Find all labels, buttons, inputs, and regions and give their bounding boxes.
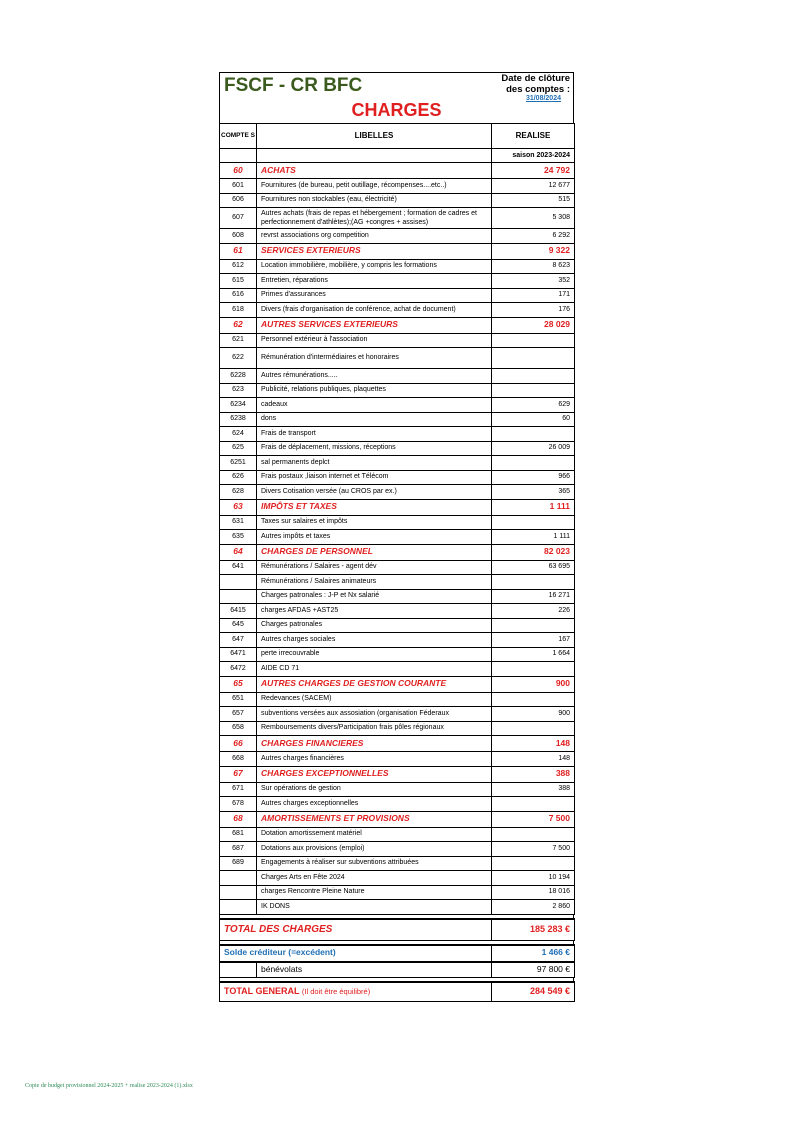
account-code: 618: [220, 303, 257, 318]
account-code: 626: [220, 470, 257, 485]
account-code: [220, 900, 257, 915]
account-value: 1 111: [492, 530, 575, 545]
closing-label-line2: des comptes :: [506, 84, 570, 95]
account-code: [220, 575, 257, 590]
account-label: Personnel extérieur à l'association: [257, 333, 492, 348]
account-code: 62: [220, 317, 257, 333]
account-label: CHARGES EXCEPTIONNELLES: [257, 766, 492, 782]
account-row: [220, 456, 575, 471]
account-row: [220, 752, 575, 767]
account-value: 171: [492, 288, 575, 303]
account-row: [220, 871, 575, 886]
account-value: 16 271: [492, 589, 575, 604]
benevolats-row: [219, 962, 575, 978]
account-label: Entretien, réparations: [257, 274, 492, 289]
season-empty-cell: [220, 149, 257, 163]
account-code: 668: [220, 752, 257, 767]
account-value: 352: [492, 274, 575, 289]
account-label: Frais postaux ,liaison internet et Télécom: [257, 470, 492, 485]
account-code: 628: [220, 485, 257, 500]
account-row: [220, 470, 575, 485]
account-label: Charges Arts en Fête 2024: [257, 871, 492, 886]
account-label: Divers Cotisation versée (au CROS par ex.): [257, 485, 492, 500]
account-label: IK DONS: [257, 900, 492, 915]
account-row: [220, 707, 575, 722]
account-row: [220, 560, 575, 575]
account-label: Autres charges exceptionnelles: [257, 797, 492, 812]
sheet-header: [219, 72, 574, 123]
category-row: [220, 499, 575, 515]
account-label: Sur opérations de gestion: [257, 782, 492, 797]
account-row: [220, 208, 575, 229]
column-header-realise: REALISE: [492, 124, 575, 149]
account-row: [220, 229, 575, 244]
account-value: 8 623: [492, 259, 575, 274]
account-row: [220, 842, 575, 857]
account-value: 2 860: [492, 900, 575, 915]
account-row: [220, 575, 575, 590]
account-code: 68: [220, 811, 257, 827]
account-label: Divers (frais d'organisation de conférence, achat de document): [257, 303, 492, 318]
account-code: 681: [220, 827, 257, 842]
category-row: [220, 811, 575, 827]
account-code: 612: [220, 259, 257, 274]
account-value: 176: [492, 303, 575, 318]
account-code: 6228: [220, 369, 257, 384]
account-value: 388: [492, 782, 575, 797]
account-label: Engagements à réaliser sur subventions attribuées: [257, 856, 492, 871]
account-row: [220, 604, 575, 619]
account-value: [492, 456, 575, 471]
account-value: [492, 427, 575, 442]
account-code: 63: [220, 499, 257, 515]
account-code: 678: [220, 797, 257, 812]
total-charges-row: [219, 918, 575, 941]
total-general-label: TOTAL GENERAL: [224, 985, 300, 996]
account-value: [492, 827, 575, 842]
account-row: [220, 515, 575, 530]
category-row: [220, 676, 575, 692]
account-label: CHARGES FINANCIERES: [257, 736, 492, 752]
account-value: 1 664: [492, 647, 575, 662]
account-value: 5 308: [492, 208, 575, 229]
account-value: [492, 348, 575, 369]
account-value: 24 792: [492, 163, 575, 179]
account-code: 657: [220, 707, 257, 722]
account-label: Autres charges sociales: [257, 633, 492, 648]
account-value: 148: [492, 736, 575, 752]
account-row: [220, 692, 575, 707]
closing-label-line1: Date de clôture: [501, 73, 570, 84]
account-label: Rémunération d'intermédiaires et honoraires: [257, 348, 492, 369]
category-row: [220, 736, 575, 752]
account-code: [220, 871, 257, 886]
account-row: [220, 383, 575, 398]
account-row: [220, 647, 575, 662]
account-row: [220, 259, 575, 274]
account-code: 625: [220, 441, 257, 456]
account-label: Charges patronales : J-P et Nx salarié: [257, 589, 492, 604]
account-code: 635: [220, 530, 257, 545]
total-general-note: (Il doit être équilibré): [301, 986, 371, 996]
account-code: 608: [220, 229, 257, 244]
account-row: [220, 782, 575, 797]
total-general-cell: [220, 982, 492, 1002]
account-value: [492, 856, 575, 871]
account-code: 651: [220, 692, 257, 707]
column-header-row: [220, 124, 575, 149]
account-value: 18 016: [492, 885, 575, 900]
account-value: 12 677: [492, 179, 575, 194]
account-label: Rémunérations / Salaires - agent dév: [257, 560, 492, 575]
account-value: 167: [492, 633, 575, 648]
account-row: [220, 885, 575, 900]
account-value: 900: [492, 707, 575, 722]
benevolats-value: 97 800 €: [492, 962, 575, 977]
account-value: 226: [492, 604, 575, 619]
account-code: 6238: [220, 412, 257, 427]
account-row: [220, 618, 575, 633]
account-value: 966: [492, 470, 575, 485]
account-value: 1 111: [492, 499, 575, 515]
account-row: [220, 288, 575, 303]
account-row: [220, 348, 575, 369]
account-label: Taxes sur salaires et impôts: [257, 515, 492, 530]
account-row: [220, 827, 575, 842]
account-code: 623: [220, 383, 257, 398]
account-code: 622: [220, 348, 257, 369]
account-row: [220, 721, 575, 736]
benevolats-code: [220, 962, 257, 977]
account-row: [220, 333, 575, 348]
account-label: subventions versées aux assosiation (organisation Féderaux: [257, 707, 492, 722]
account-value: [492, 618, 575, 633]
account-label: dons: [257, 412, 492, 427]
account-value: 6 292: [492, 229, 575, 244]
account-code: 621: [220, 333, 257, 348]
account-value: 82 023: [492, 544, 575, 560]
account-value: [492, 333, 575, 348]
account-code: 647: [220, 633, 257, 648]
account-code: 64: [220, 544, 257, 560]
account-code: 60: [220, 163, 257, 179]
account-label: CHARGES DE PERSONNEL: [257, 544, 492, 560]
total-general-row: [219, 981, 575, 1002]
account-code: 6472: [220, 662, 257, 677]
account-code: 624: [220, 427, 257, 442]
account-label: Dotation amortissement matériel: [257, 827, 492, 842]
account-label: SERVICES EXTERIEURS: [257, 243, 492, 259]
total-charges-value: 185 283 €: [492, 919, 575, 941]
account-value: 7 500: [492, 842, 575, 857]
account-value: 9 322: [492, 243, 575, 259]
account-value: [492, 692, 575, 707]
account-value: 515: [492, 193, 575, 208]
account-label: Frais de déplacement, missions, réceptions: [257, 441, 492, 456]
account-code: 6234: [220, 398, 257, 413]
account-row: [220, 412, 575, 427]
account-label: Primes d'assurances: [257, 288, 492, 303]
account-value: [492, 515, 575, 530]
account-row: [220, 274, 575, 289]
account-code: 601: [220, 179, 257, 194]
account-row: [220, 179, 575, 194]
category-row: [220, 243, 575, 259]
account-label: Frais de transport: [257, 427, 492, 442]
account-code: 631: [220, 515, 257, 530]
account-code: 687: [220, 842, 257, 857]
account-label: AUTRES SERVICES EXTERIEURS: [257, 317, 492, 333]
account-row: [220, 530, 575, 545]
account-label: Location immobilière, mobilière, y compris les formations: [257, 259, 492, 274]
account-code: 66: [220, 736, 257, 752]
account-code: 671: [220, 782, 257, 797]
account-row: [220, 303, 575, 318]
solde-label: Solde créditeur (=excédent): [224, 947, 336, 958]
account-code: 658: [220, 721, 257, 736]
account-label: revrst associations org competition: [257, 229, 492, 244]
account-value: 148: [492, 752, 575, 767]
season-empty-cell: [257, 149, 492, 163]
account-code: 6415: [220, 604, 257, 619]
account-row: [220, 856, 575, 871]
account-label: Redevances (SACEM): [257, 692, 492, 707]
account-value: 28 029: [492, 317, 575, 333]
account-label: IMPÔTS ET TAXES: [257, 499, 492, 515]
account-code: 641: [220, 560, 257, 575]
account-value: [492, 721, 575, 736]
account-row: [220, 662, 575, 677]
organization-title: FSCF - CR BFC: [224, 75, 363, 96]
category-row: [220, 766, 575, 782]
category-row: [220, 317, 575, 333]
account-code: 6471: [220, 647, 257, 662]
account-code: 615: [220, 274, 257, 289]
account-label: AIDE CD 71: [257, 662, 492, 677]
account-label: Dotations aux provisions (emploi): [257, 842, 492, 857]
account-code: [220, 589, 257, 604]
section-title: CHARGES: [351, 100, 442, 120]
account-code: 607: [220, 208, 257, 229]
account-code: 61: [220, 243, 257, 259]
account-value: 26 009: [492, 441, 575, 456]
account-value: [492, 369, 575, 384]
account-row: [220, 398, 575, 413]
charges-table: [219, 123, 575, 915]
account-label: Publicité, relations publiques, plaquettes: [257, 383, 492, 398]
total-charges-label: TOTAL DES CHARGES: [224, 924, 333, 935]
category-row: [220, 163, 575, 179]
account-value: 388: [492, 766, 575, 782]
account-row: [220, 193, 575, 208]
account-value: 63 695: [492, 560, 575, 575]
account-row: [220, 633, 575, 648]
account-code: 67: [220, 766, 257, 782]
account-code: 616: [220, 288, 257, 303]
account-code: 6251: [220, 456, 257, 471]
account-value: [492, 797, 575, 812]
account-label: charges AFDAS +AST25: [257, 604, 492, 619]
account-label: ACHATS: [257, 163, 492, 179]
account-value: 900: [492, 676, 575, 692]
column-header-libelles: LIBELLES: [257, 124, 492, 149]
account-label: Autres achats (frais de repas et hébergement ; formation de cadres et perfectionnement d'athlètes);(AG +congres + assises): [257, 208, 492, 229]
account-label: Charges patronales: [257, 618, 492, 633]
account-value: 7 500: [492, 811, 575, 827]
account-code: [220, 885, 257, 900]
charges-sheet: [219, 72, 574, 1002]
season-label: saison 2023-2024: [492, 149, 575, 163]
account-code: 689: [220, 856, 257, 871]
account-code: 65: [220, 676, 257, 692]
total-general-value: 284 549 €: [492, 982, 575, 1002]
account-label: charges Rencontre Pleine Nature: [257, 885, 492, 900]
account-value: 60: [492, 412, 575, 427]
account-label: Fournitures (de bureau, petit outillage, récompenses....etc..): [257, 179, 492, 194]
closing-date-label: [501, 73, 570, 95]
account-row: [220, 589, 575, 604]
account-label: AUTRES CHARGES DE GESTION COURANTE: [257, 676, 492, 692]
account-row: [220, 900, 575, 915]
account-row: [220, 485, 575, 500]
column-header-compte: COMPTE S: [220, 124, 257, 149]
account-label: sal permanents deplct: [257, 456, 492, 471]
account-row: [220, 369, 575, 384]
account-label: AMORTISSEMENTS ET PROVISIONS: [257, 811, 492, 827]
account-value: [492, 383, 575, 398]
account-value: [492, 662, 575, 677]
account-label: Rémunérations / Salaires animateurs: [257, 575, 492, 590]
account-label: Remboursements divers/Participation frais pôles régionaux: [257, 721, 492, 736]
category-row: [220, 544, 575, 560]
account-code: 645: [220, 618, 257, 633]
account-label: Autres charges financières: [257, 752, 492, 767]
account-row: [220, 427, 575, 442]
account-value: 10 194: [492, 871, 575, 886]
account-label: cadeaux: [257, 398, 492, 413]
benevolats-label: bénévolats: [257, 962, 492, 977]
account-label: Fournitures non stockables (eau, électricité): [257, 193, 492, 208]
account-label: Autres rémunérations.....: [257, 369, 492, 384]
account-label: Autres impôts et taxes: [257, 530, 492, 545]
solde-value: 1 466 €: [492, 945, 575, 962]
file-name-footer: Copie de budget provisionnel 2024-2025 + realise 2023-2024 (1).xlsx: [25, 1083, 193, 1089]
solde-row: [219, 944, 575, 962]
account-value: 629: [492, 398, 575, 413]
account-row: [220, 797, 575, 812]
account-row: [220, 441, 575, 456]
closing-date: 31/08/2024: [525, 95, 561, 102]
season-row: [220, 149, 575, 163]
account-code: 606: [220, 193, 257, 208]
account-value: 365: [492, 485, 575, 500]
account-value: [492, 575, 575, 590]
account-label: perte irrecouvrable: [257, 647, 492, 662]
